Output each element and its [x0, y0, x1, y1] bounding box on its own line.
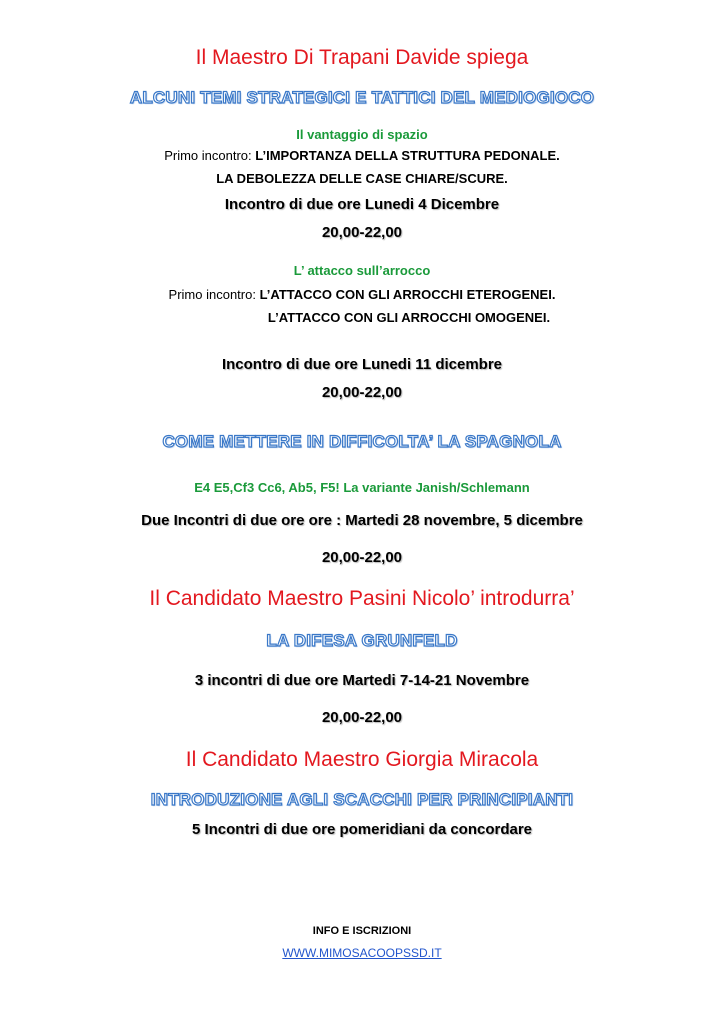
topic2-line2	[47, 311, 724, 324]
topic1-schedule: Incontro di due ore Lunedi 4 Dicembre	[224, 196, 500, 213]
topic1-subject2: LA DEBOLEZZA DELLE CASE CHIARE/SCURE.	[216, 171, 508, 186]
grunfeld-subtitle: LA DIFESA GRUNFELD	[266, 631, 458, 650]
topic1-time: 20,00-22,00	[321, 224, 403, 241]
spagnola-time: 20,00-22,00	[321, 549, 403, 566]
topic2-schedule: Incontro di due ore Lunedi 11 dicembre	[221, 356, 503, 373]
topic2-time: 20,00-22,00	[321, 384, 403, 401]
miracola-heading: Il Candidato Maestro Giorgia Miracola	[185, 748, 539, 771]
topic1-subject1: L’IMPORTANZA DELLA STRUTTURA PEDONALE.	[255, 148, 560, 163]
website-link-row	[0, 945, 724, 961]
spagnola-schedule: Due Incontri di due ore ore : Martedi 28 novembre, 5 dicembre	[141, 512, 583, 529]
trapani-heading: Il Maestro Di Trapani Davide spiega	[195, 46, 529, 69]
topic2-subject1: L’ATTACCO CON GLI ARROCCHI ETEROGENEI.	[259, 287, 556, 302]
topic1-line1	[0, 149, 724, 162]
topic2-prefix: Primo incontro:	[168, 287, 260, 302]
topic2-subject2: L’ATTACCO CON GLI ARROCCHI OMOGENEI.	[267, 310, 551, 325]
website-link[interactable]: WWW.MIMOSACOOPSSD.IT	[282, 946, 442, 960]
topic2-line1	[0, 288, 724, 301]
topic-vantaggio-spazio: Il vantaggio di spazio	[296, 127, 428, 142]
spagnola-moves: E4 E5,Cf3 Cc6, Ab5, F5! La variante Janish/Schlemann	[194, 480, 530, 495]
pasini-heading: Il Candidato Maestro Pasini Nicolo’ introdurra’	[149, 587, 575, 610]
topic-attacco-arrocco: L’ attacco sull’arrocco	[293, 263, 431, 278]
principianti-subtitle: INTRODUZIONE AGLI SCACCHI PER PRINCIPIANTI	[150, 790, 574, 809]
grunfeld-schedule: 3 incontri di due ore Martedi 7-14-21 Novembre	[194, 672, 530, 689]
topic1-line2	[0, 172, 724, 185]
topic1-prefix: Primo incontro:	[164, 148, 256, 163]
spagnola-subtitle: COME METTERE IN DIFFICOLTA’ LA SPAGNOLA	[162, 432, 562, 451]
principianti-schedule: 5 Incontri di due ore pomeridiani da concordare	[191, 821, 533, 838]
grunfeld-time: 20,00-22,00	[321, 709, 403, 726]
info-iscrizioni: INFO E ISCRIZIONI	[312, 925, 412, 937]
mediogioco-subtitle: ALCUNI TEMI STRATEGICI E TATTICI DEL MEDIOGIOCO	[129, 88, 595, 107]
